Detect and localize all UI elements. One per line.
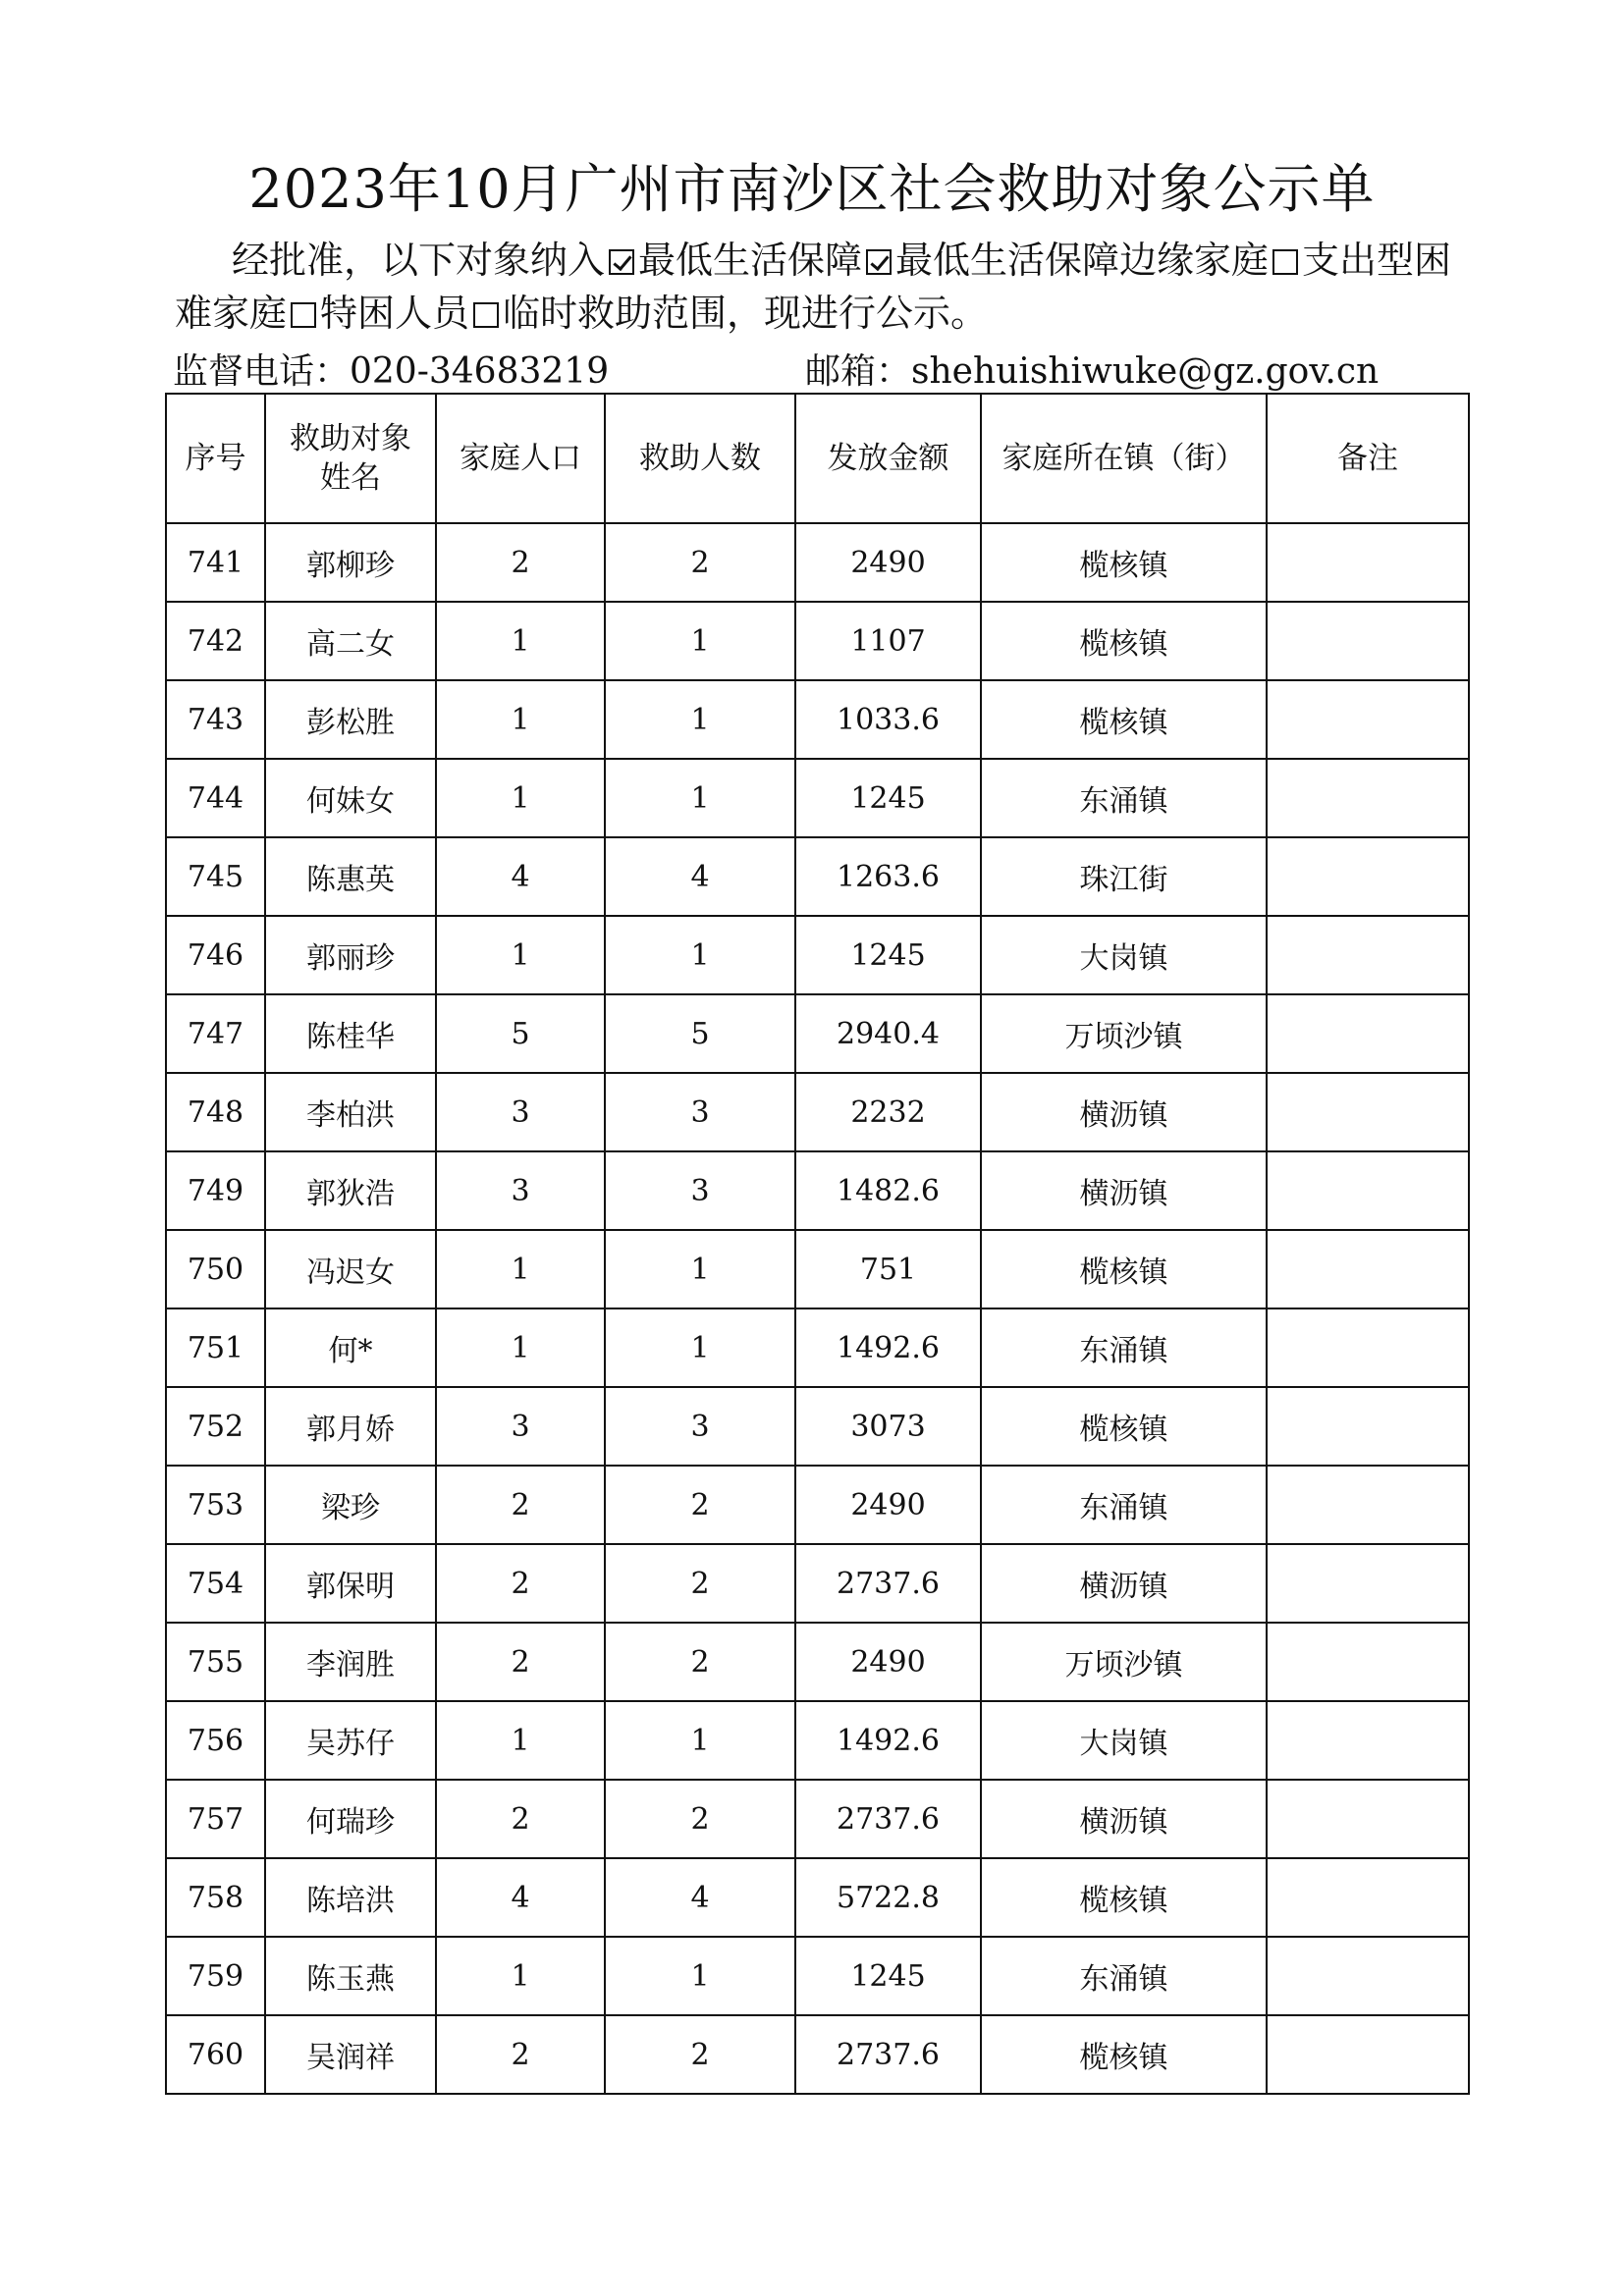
table-row [166,759,1469,837]
table-cell [1267,837,1469,916]
table-cell: 743 [166,680,265,759]
contact-email: 邮箱：shehuishiwuke@gz.gov.cn [805,351,1380,392]
table-cell: 大岗镇 [981,916,1267,994]
table-cell: 748 [166,1073,265,1151]
table-cell: 梁珍 [265,1466,436,1544]
checked-box-icon [609,249,634,275]
table-cell: 1492.6 [795,1308,981,1387]
table-cell: 4 [605,837,795,916]
table-cell: 3 [605,1151,795,1230]
table-cell: 东涌镇 [981,1466,1267,1544]
table-row [166,1858,1469,1937]
table-cell: 2 [605,1544,795,1623]
table-cell: 1 [436,1937,605,2015]
table-row [166,1544,1469,1623]
table-row [166,1701,1469,1780]
table-cell: 2 [605,1623,795,1701]
table-cell [1267,1701,1469,1780]
page-title: 2023年10月广州市南沙区社会救助对象公示单 [248,158,1376,220]
table-cell: 陈培洪 [265,1858,436,1937]
table-cell: 2 [436,2015,605,2094]
table-row [166,523,1469,602]
table-cell: 747 [166,994,265,1073]
table-cell: 760 [166,2015,265,2094]
intro-suffix: 范围，现进行公示。 [652,292,989,335]
column-header: 救助人数 [605,394,795,523]
table-cell: 榄核镇 [981,1230,1267,1308]
table-cell: 李润胜 [265,1623,436,1701]
program-option-label: 最低生活保障边缘家庭 [895,239,1270,282]
table-row [166,837,1469,916]
table-cell: 1482.6 [795,1151,981,1230]
table-cell: 1 [605,759,795,837]
table-cell: 751 [795,1230,981,1308]
table-cell [1267,1858,1469,1937]
table-cell: 2737.6 [795,1544,981,1623]
table-cell: 1033.6 [795,680,981,759]
table-cell: 榄核镇 [981,602,1267,680]
table-cell: 750 [166,1230,265,1308]
table-row [166,1937,1469,2015]
table-cell: 何瑞珍 [265,1780,436,1858]
table-cell: 2 [436,1780,605,1858]
table-cell: 2 [605,2015,795,2094]
table-row [166,680,1469,759]
program-option-label: 支出型困难家庭 [175,239,1452,335]
table-cell: 753 [166,1466,265,1544]
table-cell: 741 [166,523,265,602]
table-cell: 榄核镇 [981,1387,1267,1466]
table-cell [1267,1387,1469,1466]
assistance-table [165,393,1470,2095]
table-cell: 冯迟女 [265,1230,436,1308]
table-cell: 5 [605,994,795,1073]
table-cell: 郭保明 [265,1544,436,1623]
intro-prefix: 经批准，以下对象纳入 [232,239,606,282]
table-cell [1267,1623,1469,1701]
table-cell: 3 [605,1073,795,1151]
table-cell: 4 [605,1858,795,1937]
table-cell: 2940.4 [795,994,981,1073]
table-cell: 陈玉燕 [265,1937,436,2015]
column-header: 救助对象姓名 [265,394,436,523]
table-cell: 751 [166,1308,265,1387]
table-cell: 3 [436,1073,605,1151]
table-row [166,916,1469,994]
checked-box-icon [866,249,892,275]
table-cell: 2 [605,1780,795,1858]
column-header: 发放金额 [795,394,981,523]
table-cell [1267,759,1469,837]
table-cell: 万顷沙镇 [981,1623,1267,1701]
table-cell: 东涌镇 [981,1308,1267,1387]
table-cell: 1 [605,602,795,680]
table-cell: 2 [605,523,795,602]
table-cell: 1 [436,602,605,680]
table-cell [1267,602,1469,680]
table-cell: 榄核镇 [981,2015,1267,2094]
table-cell: 2232 [795,1073,981,1151]
table-row [166,602,1469,680]
table-row [166,1623,1469,1701]
table-cell [1267,523,1469,602]
table-cell: 745 [166,837,265,916]
table-cell [1267,1151,1469,1230]
table-cell: 李柏洪 [265,1073,436,1151]
table-cell: 4 [436,1858,605,1937]
table-cell: 1 [436,1308,605,1387]
table-cell: 1492.6 [795,1701,981,1780]
table-cell: 东涌镇 [981,759,1267,837]
table-cell: 3 [605,1387,795,1466]
table-cell: 2 [436,523,605,602]
table-cell: 2 [605,1466,795,1544]
table-cell: 4 [436,837,605,916]
table-cell: 何妹女 [265,759,436,837]
table-header-row [166,394,1469,523]
table-cell: 榄核镇 [981,680,1267,759]
table-cell: 742 [166,602,265,680]
unchecked-box-icon [1272,249,1298,275]
table-cell: 2737.6 [795,2015,981,2094]
table-cell [1267,2015,1469,2094]
table-cell: 757 [166,1780,265,1858]
table-cell: 万顷沙镇 [981,994,1267,1073]
column-header: 家庭所在镇（街） [981,394,1267,523]
table-row [166,1780,1469,1858]
table-cell: 榄核镇 [981,523,1267,602]
table-cell: 758 [166,1858,265,1937]
table-cell: 1 [436,759,605,837]
table-cell [1267,994,1469,1073]
table-cell [1267,1937,1469,2015]
table-cell [1267,1466,1469,1544]
table-cell: 1 [436,680,605,759]
table-cell: 1245 [795,916,981,994]
table-cell: 横沥镇 [981,1073,1267,1151]
table-cell [1267,1544,1469,1623]
table-cell: 3 [436,1387,605,1466]
table-cell: 横沥镇 [981,1544,1267,1623]
table-row [166,1466,1469,1544]
table-cell: 2490 [795,1466,981,1544]
table-cell: 郭柳珍 [265,523,436,602]
unchecked-box-icon [473,302,499,328]
table-cell: 5722.8 [795,1858,981,1937]
table-cell: 752 [166,1387,265,1466]
table-row [166,1151,1469,1230]
table-cell: 3073 [795,1387,981,1466]
table-cell: 1245 [795,759,981,837]
table-cell: 1 [436,916,605,994]
table-row [166,1308,1469,1387]
column-header: 家庭人口 [436,394,605,523]
table-cell: 榄核镇 [981,1858,1267,1937]
table-cell: 2 [436,1544,605,1623]
table-cell: 754 [166,1544,265,1623]
table-cell: 744 [166,759,265,837]
table-cell: 2 [436,1466,605,1544]
table-body [166,523,1469,2094]
table-cell: 1263.6 [795,837,981,916]
table-cell: 1 [436,1230,605,1308]
table-cell: 755 [166,1623,265,1701]
intro-paragraph [175,234,1481,340]
table-cell [1267,1780,1469,1858]
table-cell: 陈惠英 [265,837,436,916]
table-row [166,1073,1469,1151]
table-cell: 1107 [795,602,981,680]
table-cell: 5 [436,994,605,1073]
table-cell: 2737.6 [795,1780,981,1858]
program-option-label: 最低生活保障 [638,239,863,282]
table-cell: 1 [605,1308,795,1387]
table-cell: 吴苏仔 [265,1701,436,1780]
table-cell: 3 [436,1151,605,1230]
table-cell: 1 [605,1230,795,1308]
table-cell: 东涌镇 [981,1937,1267,2015]
table-cell: 749 [166,1151,265,1230]
table-cell: 横沥镇 [981,1780,1267,1858]
table-cell: 郭月娇 [265,1387,436,1466]
unchecked-box-icon [291,302,316,328]
table-cell: 大岗镇 [981,1701,1267,1780]
table-cell: 1 [605,916,795,994]
table-cell: 彭松胜 [265,680,436,759]
program-option-label: 特困人员 [320,292,470,335]
table-cell: 陈桂华 [265,994,436,1073]
table-cell: 珠江街 [981,837,1267,916]
table-cell: 759 [166,1937,265,2015]
table-cell: 郭丽珍 [265,916,436,994]
supervision-phone: 监督电话：020-34683219 [173,351,610,392]
table-cell: 1245 [795,1937,981,2015]
table-cell: 2490 [795,1623,981,1701]
column-header: 序号 [166,394,265,523]
table-cell: 2 [436,1623,605,1701]
table-row [166,994,1469,1073]
table-cell: 1 [605,1937,795,2015]
table-cell: 2490 [795,523,981,602]
table-row [166,2015,1469,2094]
program-option-label: 临时救助 [503,292,653,335]
table-cell: 1 [605,1701,795,1780]
table-cell [1267,680,1469,759]
table-cell: 756 [166,1701,265,1780]
table-cell: 郭狄浩 [265,1151,436,1230]
table-cell [1267,1230,1469,1308]
table-row [166,1387,1469,1466]
column-header: 备注 [1267,394,1469,523]
table-cell: 1 [605,680,795,759]
table-cell: 吴润祥 [265,2015,436,2094]
table-cell: 746 [166,916,265,994]
table-cell: 高二女 [265,602,436,680]
table-cell [1267,1073,1469,1151]
table-cell: 1 [436,1701,605,1780]
table-row [166,1230,1469,1308]
table-cell [1267,916,1469,994]
table-cell [1267,1308,1469,1387]
table-cell: 横沥镇 [981,1151,1267,1230]
table-cell: 何* [265,1308,436,1387]
